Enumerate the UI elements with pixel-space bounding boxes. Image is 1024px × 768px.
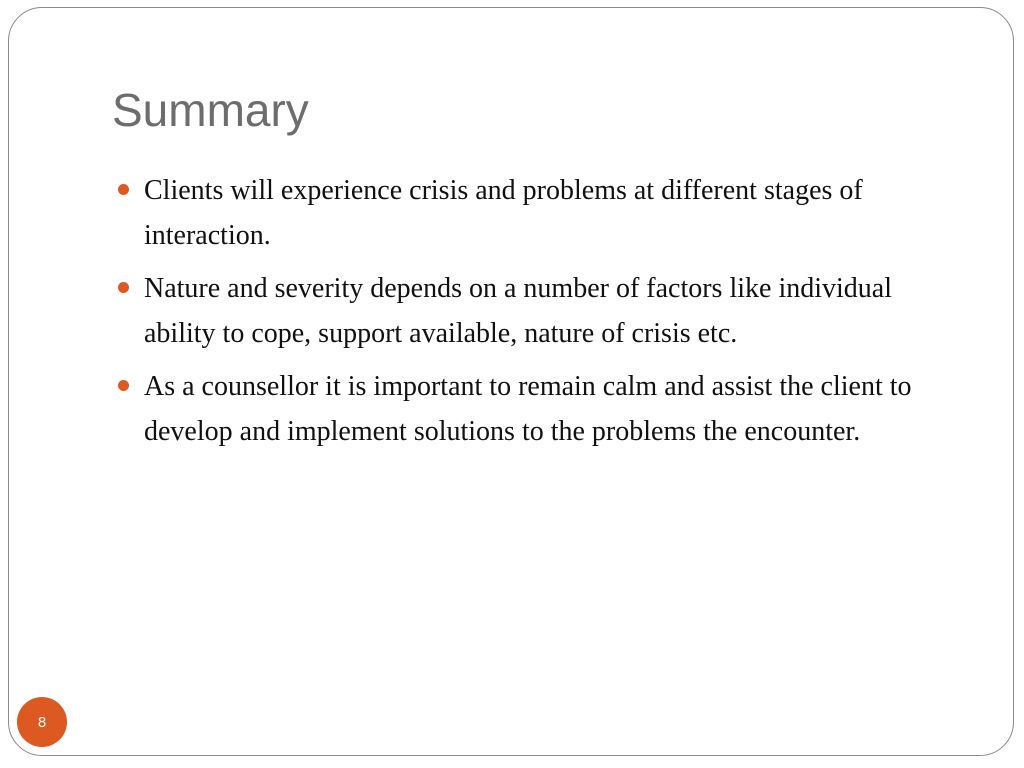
- bullet-item: [118, 364, 968, 454]
- bullet-text: Clients will experience crisis and problems at different stages of interaction.: [144, 175, 863, 251]
- bullet-item: [118, 266, 968, 356]
- bullet-dot-icon: [118, 380, 129, 391]
- page-number: 8: [37, 713, 47, 731]
- slide-title: Summary: [112, 84, 309, 136]
- bullet-item: [118, 168, 968, 258]
- bullet-text: Nature and severity depends on a number of factors like individual ability to cope, support available, nature of crisis etc.: [144, 273, 892, 349]
- bullet-dot-icon: [118, 184, 129, 195]
- bullet-list: [118, 168, 968, 462]
- bullet-dot-icon: [118, 282, 129, 293]
- bullet-text: As a counsellor it is important to remain calm and assist the client to develop and implement solutions to the problems the encounter.: [144, 371, 919, 447]
- page-number-badge: [17, 697, 67, 747]
